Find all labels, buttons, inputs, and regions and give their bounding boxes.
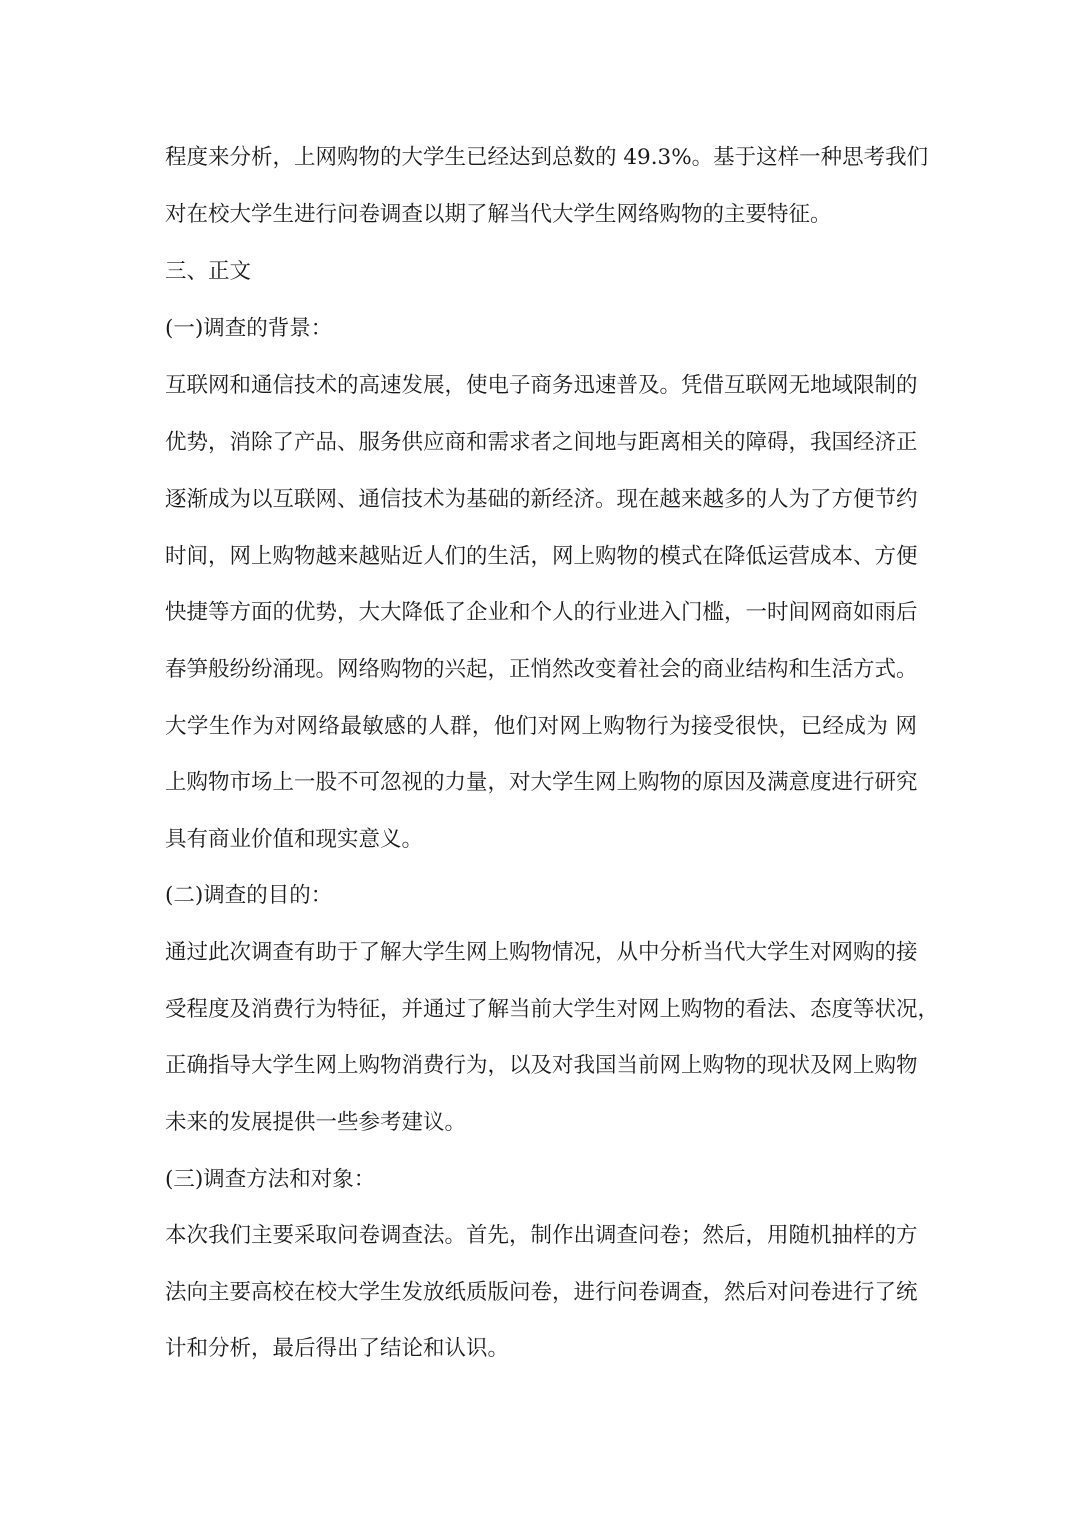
paragraph-line: 上购物市场上一股不可忽视的力量，对大学生网上购物的原因及满意度进行研究 — [165, 770, 918, 795]
paragraph-line: 本次我们主要采取问卷调查法。首先，制作出调查问卷；然后，用随机抽样的方 — [165, 1223, 918, 1248]
paragraph-line: 春笋般纷纷涌现。网络购物的兴起，正悄然改变着社会的商业结构和生活方式。 — [165, 657, 918, 682]
paragraph-line: 法向主要高校在校大学生发放纸质版问卷，进行问卷调查，然后对问卷进行了统 — [165, 1280, 918, 1305]
paragraph-line: 通过此次调查有助于了解大学生网上购物情况，从中分析当代大学生对网购的接 — [165, 940, 918, 965]
paragraph-line: 互联网和通信技术的高速发展，使电子商务迅速普及。凭借互联网无地域限制的 — [165, 373, 918, 398]
paragraph-line: 具有商业价值和现实意义。 — [165, 827, 424, 852]
section-heading: 三、正文 — [165, 259, 252, 284]
paragraph-line: 优势，消除了产品、服务供应商和需求者之间地与距离相关的障碍，我国经济正 — [165, 430, 918, 455]
subsection-heading: (三)调查方法和对象： — [165, 1167, 376, 1192]
paragraph-line: 时间，网上购物越来越贴近人们的生活，网上购物的模式在降低运营成本、方便 — [165, 544, 918, 569]
subsection-heading: (一)调查的背景： — [165, 316, 333, 341]
paragraph-line: 大学生作为对网络最敏感的人群，他们对网上购物行为接受很快，已经成为 网 — [165, 714, 917, 739]
paragraph-line: 快捷等方面的优势，大大降低了企业和个人的行业进入门槛，一时间网商如雨后 — [165, 600, 918, 625]
paragraph-line: 受程度及消费行为特征，并通过了解当前大学生对网上购物的看法、态度等状况， — [165, 997, 940, 1022]
subsection-heading: (二)调查的目的： — [165, 883, 333, 908]
paragraph-line: 正确指导大学生网上购物消费行为，以及对我国当前网上购物的现状及网上购物 — [165, 1053, 918, 1078]
paragraph-line: 对在校大学生进行问卷调查以期了解当代大学生网络购物的主要特征。 — [165, 202, 832, 227]
paragraph-line: 程度来分析，上网购物的大学生已经达到总数的 49.3%。基于这样一种思考我们 — [165, 145, 929, 170]
paragraph-line: 计和分析，最后得出了结论和认识。 — [165, 1336, 510, 1361]
paragraph-line: 未来的发展提供一些参考建议。 — [165, 1110, 467, 1135]
paragraph-line: 逐渐成为以互联网、通信技术为基础的新经济。现在越来越多的人为了方便节约 — [165, 487, 918, 512]
